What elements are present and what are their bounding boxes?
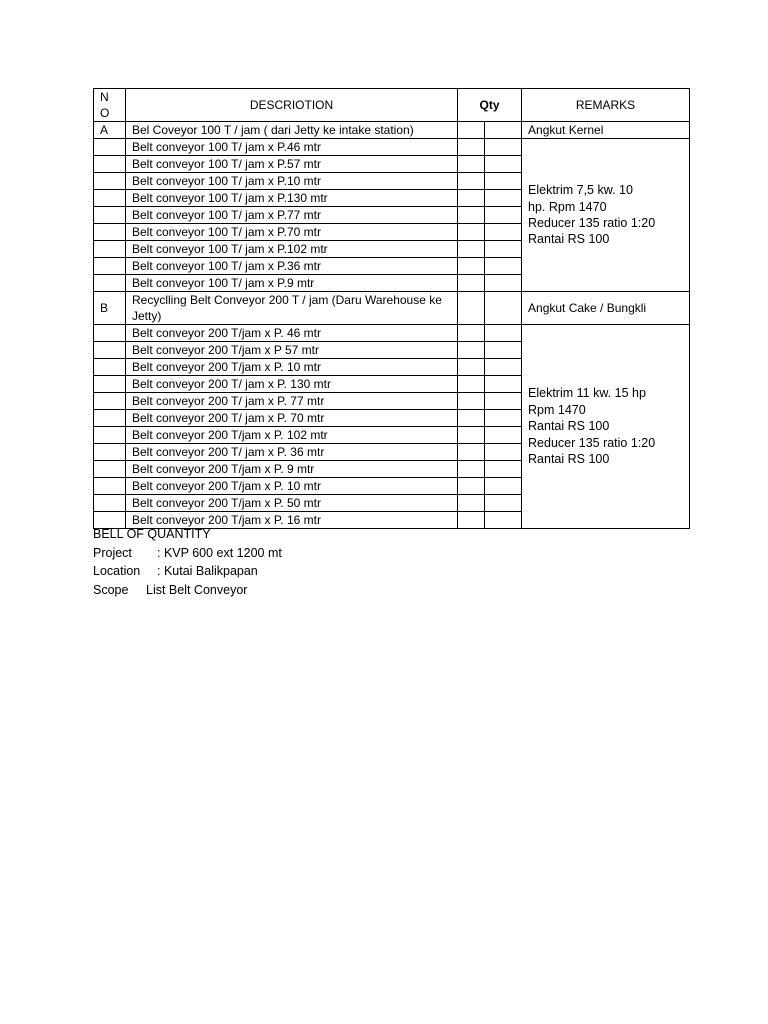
qty-cell: [485, 292, 522, 325]
section-a-no: A: [94, 122, 126, 139]
location-value: : Kutai Balikpapan: [157, 564, 258, 579]
item-description: Belt conveyor 200 T/ jam x P. 77 mtr: [126, 393, 458, 410]
qty-cell: [485, 224, 522, 241]
row-no-cell: [94, 156, 126, 173]
item-description: Belt conveyor 100 T/ jam x P.10 mtr: [126, 173, 458, 190]
qty-cell: [458, 512, 485, 529]
item-description: Belt conveyor 200 T/jam x P. 50 mtr: [126, 495, 458, 512]
qty-cell: [485, 461, 522, 478]
section-a-remark-title: Angkut Kernel: [522, 122, 690, 139]
item-description: Belt conveyor 100 T/ jam x P.46 mtr: [126, 139, 458, 156]
row-no-cell: [94, 224, 126, 241]
row-no-cell: [94, 410, 126, 427]
item-description: Belt conveyor 200 T/ jam x P. 130 mtr: [126, 376, 458, 393]
item-description: Belt conveyor 200 T/jam x P 57 mtr: [126, 342, 458, 359]
qty-cell: [485, 376, 522, 393]
header-qty: Qty: [458, 89, 522, 122]
row-no-cell: [94, 444, 126, 461]
qty-cell: [485, 478, 522, 495]
row-no-cell: [94, 173, 126, 190]
qty-cell: [458, 342, 485, 359]
section-b-no: B: [94, 292, 126, 325]
project-value: : KVP 600 ext 1200 mt: [157, 545, 282, 560]
qty-cell: [458, 241, 485, 258]
qty-cell: [485, 207, 522, 224]
remark-line: Reducer 135 ratio 1:20: [528, 435, 656, 450]
remark-line: hp. Rpm 1470: [528, 199, 607, 214]
item-description: Belt conveyor 200 T/jam x P. 10 mtr: [126, 359, 458, 376]
qty-cell: [485, 495, 522, 512]
qty-cell: [458, 292, 485, 325]
scope-value: List Belt Conveyor: [146, 582, 248, 597]
qty-cell: [485, 325, 522, 342]
section-a-remarks: [522, 139, 690, 292]
qty-cell: [458, 461, 485, 478]
row-no-cell: [94, 258, 126, 275]
section-b-remarks: [522, 325, 690, 529]
section-b-remark-title: Angkut Cake / Bungkli: [522, 292, 690, 325]
qty-cell: [485, 410, 522, 427]
qty-cell: [458, 139, 485, 156]
project-label: Project: [93, 545, 132, 560]
qty-cell: [458, 224, 485, 241]
item-description: Belt conveyor 100 T/ jam x P.57 mtr: [126, 156, 458, 173]
item-description: Belt conveyor 100 T/ jam x P.70 mtr: [126, 224, 458, 241]
row-no-cell: [94, 495, 126, 512]
remark-line: Elektrim 7,5 kw. 10: [528, 183, 633, 198]
item-description: Belt conveyor 200 T/jam x P. 10 mtr: [126, 478, 458, 495]
qty-cell: [485, 359, 522, 376]
section-a-title-row: [94, 122, 690, 139]
qty-cell: [485, 444, 522, 461]
qty-cell: [485, 258, 522, 275]
footer-location: [93, 562, 282, 581]
footer-scope: [93, 581, 282, 600]
qty-cell: [485, 139, 522, 156]
qty-cell: [485, 173, 522, 190]
item-description: Belt conveyor 100 T/ jam x P.9 mtr: [126, 275, 458, 292]
qty-cell: [458, 427, 485, 444]
footer-project: [93, 544, 282, 563]
qty-cell: [458, 376, 485, 393]
qty-cell: [458, 495, 485, 512]
table-row: [94, 139, 690, 156]
qty-cell: [485, 393, 522, 410]
scope-label: Scope: [93, 582, 129, 597]
qty-cell: [458, 410, 485, 427]
section-b-title: Recyclling Belt Conveyor 200 T / jam (Daru Warehouse ke Jetty): [126, 292, 458, 325]
qty-cell: [458, 275, 485, 292]
row-no-cell: [94, 241, 126, 258]
row-no-cell: [94, 376, 126, 393]
item-description: Belt conveyor 100 T/ jam x P.77 mtr: [126, 207, 458, 224]
section-b-title-row: [94, 292, 690, 325]
footer-title: BELL OF QUANTITY: [93, 527, 211, 541]
qty-cell: [458, 156, 485, 173]
item-description: Belt conveyor 200 T/jam x P. 102 mtr: [126, 427, 458, 444]
header-no: N O: [94, 89, 126, 122]
remark-line: Elektrim 11 kw. 15 hp: [528, 386, 646, 401]
table-header-row: [94, 89, 690, 122]
qty-cell: [485, 342, 522, 359]
row-no-cell: [94, 393, 126, 410]
header-description: DESCRIOTION: [126, 89, 458, 122]
row-no-cell: [94, 190, 126, 207]
table-row: [94, 325, 690, 342]
item-description: Belt conveyor 100 T/ jam x P.36 mtr: [126, 258, 458, 275]
qty-cell: [458, 393, 485, 410]
qty-cell: [458, 444, 485, 461]
location-label: Location: [93, 564, 141, 579]
qty-cell: [485, 512, 522, 529]
row-no-cell: [94, 461, 126, 478]
qty-cell: [458, 478, 485, 495]
row-no-cell: [94, 207, 126, 224]
item-description: Belt conveyor 200 T/jam x P. 9 mtr: [126, 461, 458, 478]
item-description: Belt conveyor 200 T/jam x P. 16 mtr: [126, 512, 458, 529]
qty-cell: [485, 275, 522, 292]
row-no-cell: [94, 359, 126, 376]
qty-cell: [458, 325, 485, 342]
qty-cell: [458, 207, 485, 224]
qty-cell: [458, 258, 485, 275]
qty-cell: [485, 427, 522, 444]
row-no-cell: [94, 275, 126, 292]
row-no-cell: [94, 342, 126, 359]
row-no-cell: [94, 478, 126, 495]
row-no-cell: [94, 427, 126, 444]
document-footer: [93, 525, 282, 599]
qty-cell: [485, 190, 522, 207]
row-no-cell: [94, 139, 126, 156]
item-description: Belt conveyor 100 T/ jam x P.102 mtr: [126, 241, 458, 258]
remark-line: Reducer 135 ratio 1:20: [528, 216, 656, 230]
qty-cell: [458, 122, 485, 139]
qty-cell: [458, 359, 485, 376]
bill-of-quantity-table: [93, 88, 690, 529]
item-description: Belt conveyor 200 T/ jam x P. 36 mtr: [126, 444, 458, 461]
qty-cell: [458, 173, 485, 190]
item-description: Belt conveyor 200 T/jam x P. 46 mtr: [126, 325, 458, 342]
qty-cell: [485, 122, 522, 139]
qty-cell: [485, 156, 522, 173]
item-description: Belt conveyor 100 T/ jam x P.130 mtr: [126, 190, 458, 207]
header-remarks: REMARKS: [522, 89, 690, 122]
item-description: Belt conveyor 200 T/ jam x P. 70 mtr: [126, 410, 458, 427]
qty-cell: [458, 190, 485, 207]
remark-line: Rpm 1470: [528, 402, 586, 417]
section-a-title: Bel Coveyor 100 T / jam ( dari Jetty ke intake station): [126, 122, 458, 139]
remark-line: Rantai RS 100: [528, 419, 610, 434]
remark-line: Rantai RS 100: [528, 452, 610, 467]
remark-line: Rantai RS 100: [528, 232, 610, 247]
row-no-cell: [94, 325, 126, 342]
qty-cell: [485, 241, 522, 258]
